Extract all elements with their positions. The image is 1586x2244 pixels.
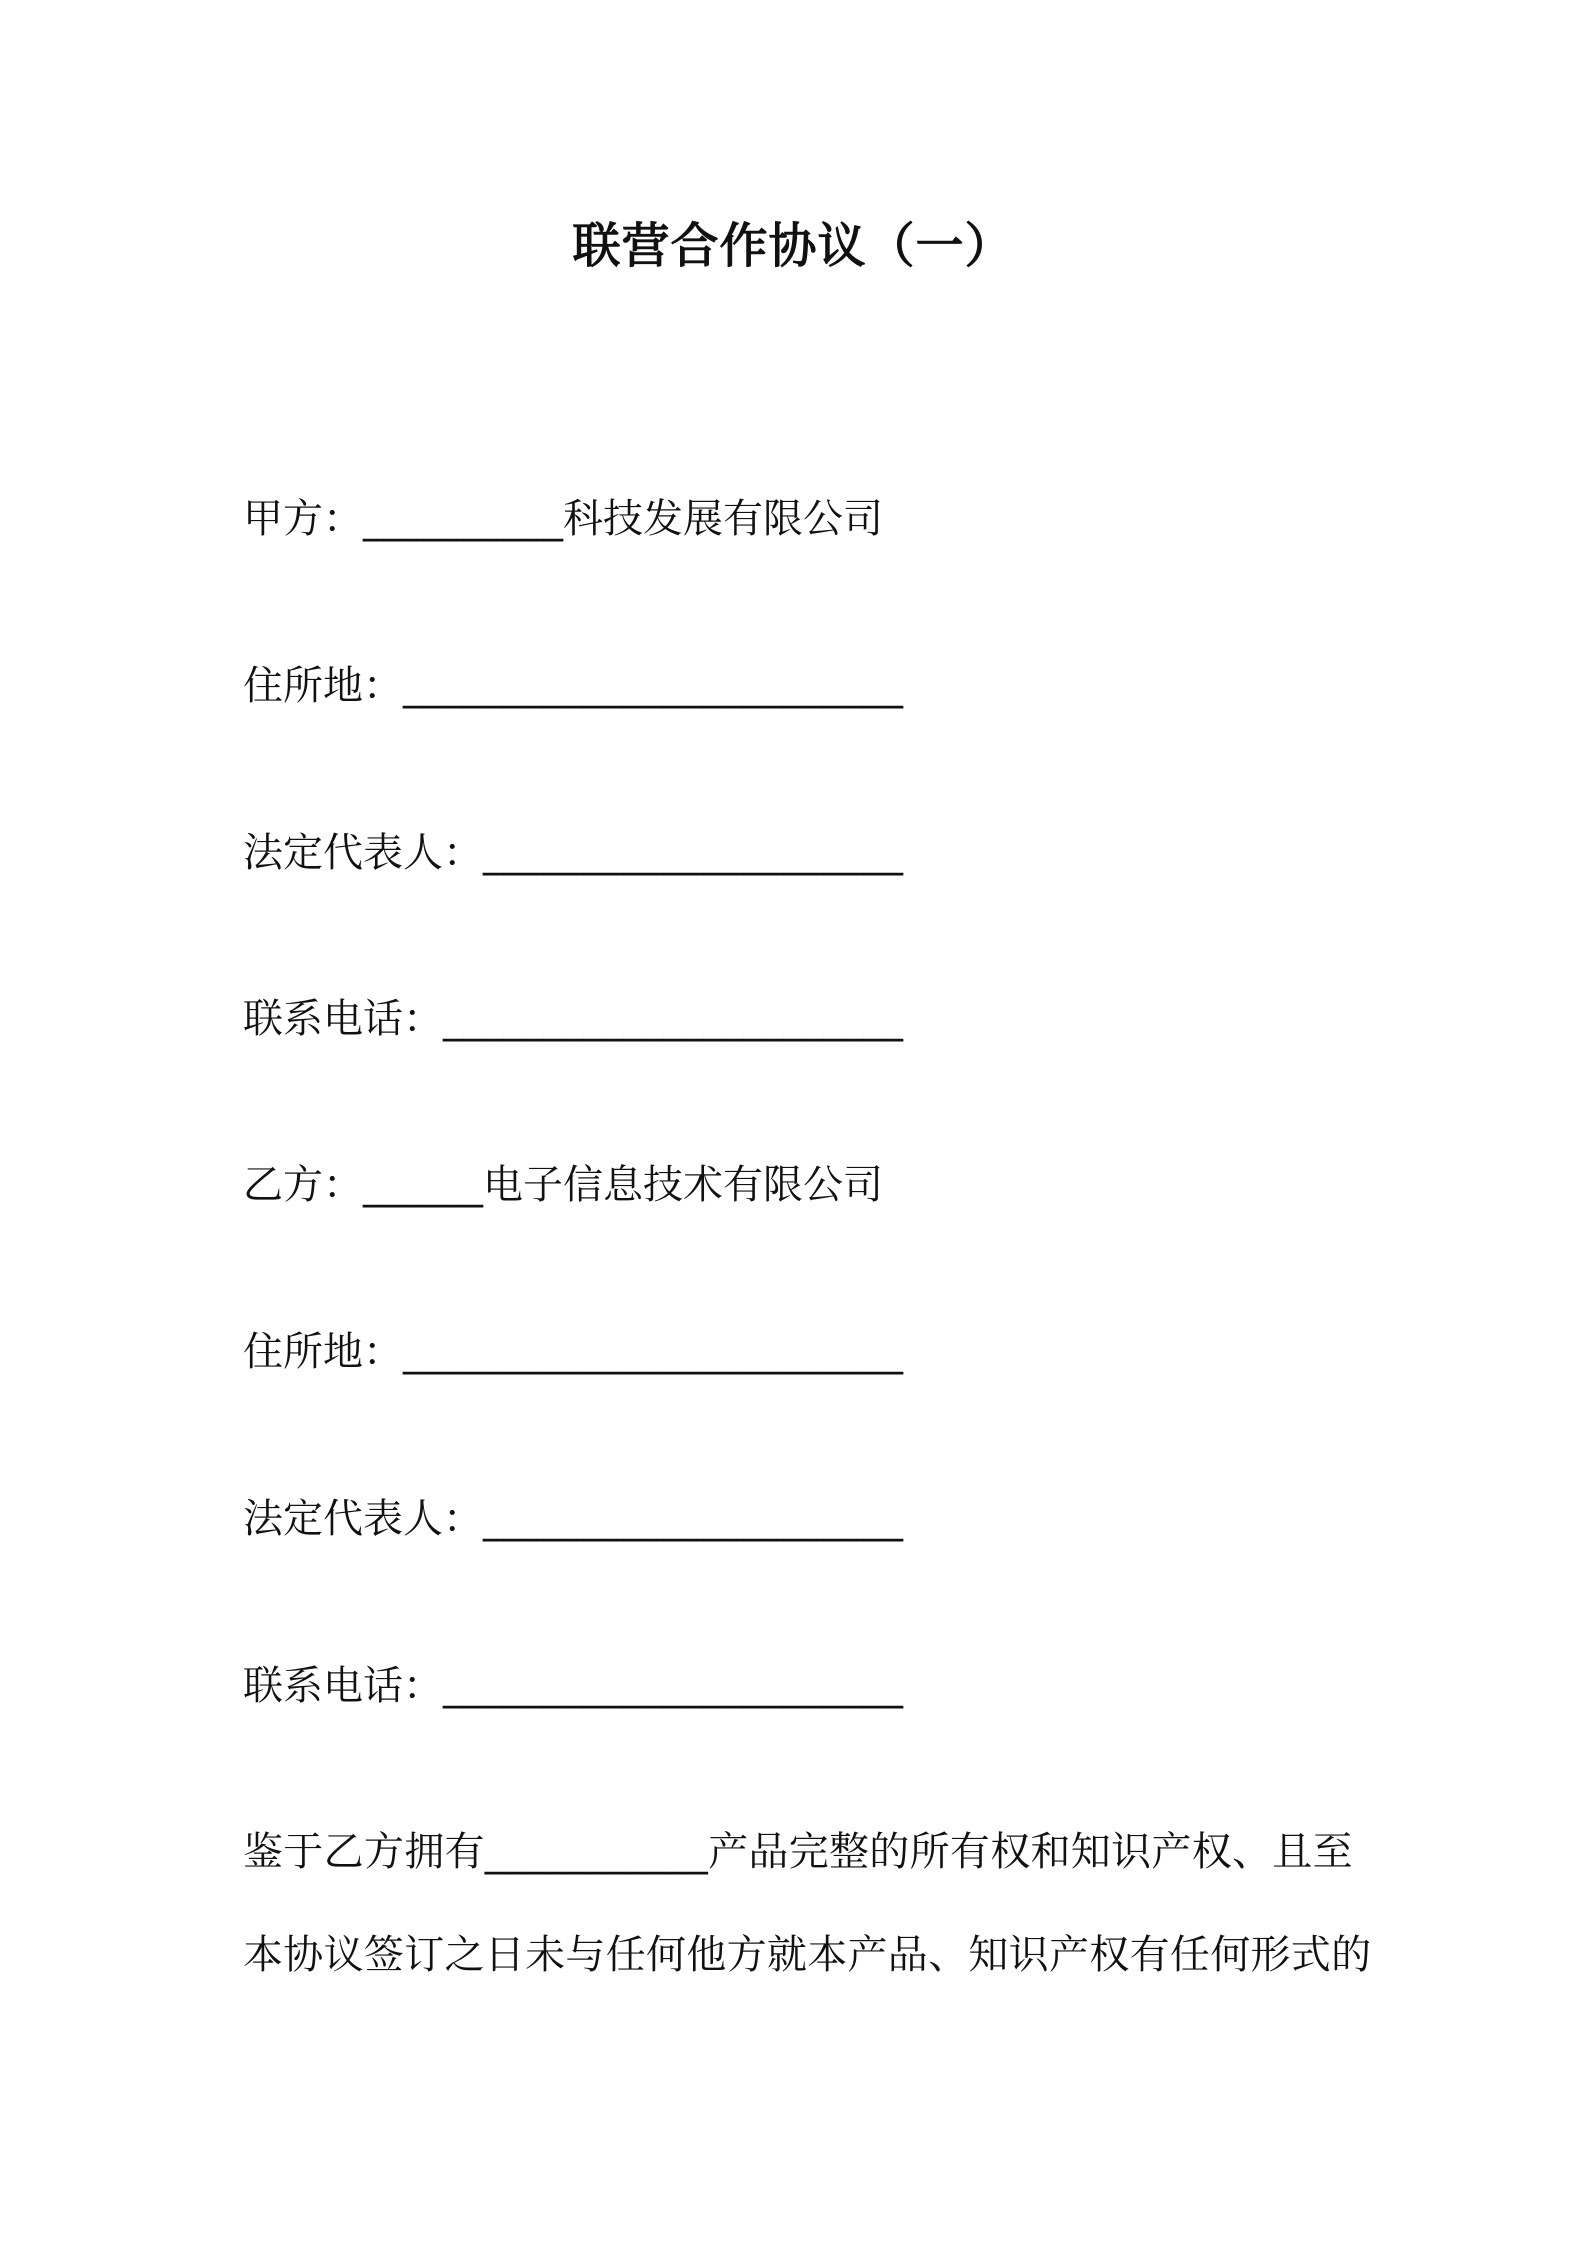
recital-line-1: 鉴于乙方拥有___________产品完整的所有权和知识产权、且至 bbox=[243, 1829, 1353, 1875]
document-title: 联营合作协议（一） bbox=[572, 218, 1014, 274]
party-a-legal-rep-line: 法定代表人：_____________________ bbox=[243, 830, 903, 876]
party-b-address-line: 住所地：_________________________ bbox=[243, 1329, 903, 1375]
party-b-phone-line: 联系电话：_______________________ bbox=[243, 1663, 903, 1709]
party-b-legal-rep-line: 法定代表人：_____________________ bbox=[243, 1496, 903, 1542]
party-a-phone-line: 联系电话：_______________________ bbox=[243, 996, 903, 1042]
recital-line-2: 本协议签订之日未与任何他方就本产品、知识产权有任何形式的 bbox=[243, 1932, 1372, 1978]
party-b-company-line: 乙方：______电子信息技术有限公司 bbox=[243, 1162, 883, 1208]
party-a-address-line: 住所地：_________________________ bbox=[243, 663, 903, 709]
party-a-company-line: 甲方：__________科技发展有限公司 bbox=[243, 496, 883, 542]
